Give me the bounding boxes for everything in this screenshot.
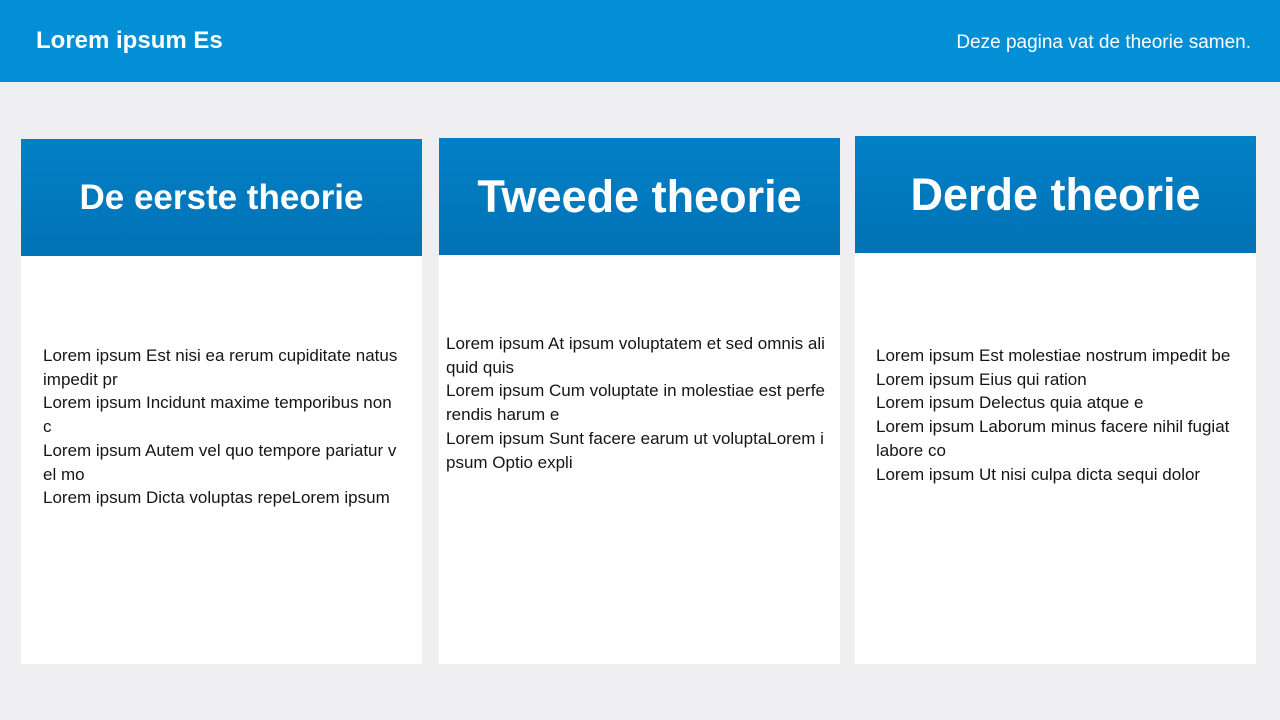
- theory-card-3-text: [876, 344, 1236, 486]
- theory-card-1-title: De eerste theorie: [79, 177, 364, 217]
- page-title: Lorem ipsum Es: [36, 27, 223, 54]
- theory-card-1-header: [21, 139, 422, 256]
- list-item: Lorem ipsum Sunt facere earum ut voluptaLorem ipsum Optio expli: [446, 428, 824, 472]
- list-item: Lorem ipsum Delectus quia atque e: [876, 393, 1144, 413]
- list-item: Lorem ipsum Cum voluptate in molestiae est perferendis harum e: [446, 381, 825, 425]
- theory-card-3: [855, 136, 1256, 664]
- theory-card-2-title: Tweede theorie: [477, 170, 802, 222]
- list-item: Lorem ipsum Laborum minus facere nihil fugiat labore co: [876, 417, 1230, 460]
- theory-card-2: [439, 138, 840, 664]
- page-subtitle: Deze pagina vat de theorie samen.: [956, 32, 1251, 53]
- list-item: Lorem ipsum Est nisi ea rerum cupiditate natus impedit pr: [43, 346, 398, 389]
- list-item: Lorem ipsum Incidunt maxime temporibus non c: [43, 393, 392, 437]
- theory-card-2-text: [446, 332, 829, 474]
- list-item: Lorem ipsum Autem vel quo tempore pariatur vel mo: [43, 440, 397, 484]
- list-item: Lorem ipsum At ipsum voluptatem et sed omnis aliquid quis: [446, 334, 825, 377]
- theory-card-1-text: [43, 344, 401, 510]
- list-item: Lorem ipsum Ut nisi culpa dicta sequi dolor: [876, 464, 1201, 484]
- theory-card-2-header: [439, 138, 840, 255]
- theory-card-3-title: Derde theorie: [910, 168, 1201, 220]
- page-header: [0, 0, 1280, 82]
- theory-card-3-body: [855, 253, 1256, 664]
- theory-card-1: [21, 139, 422, 664]
- list-item: Lorem ipsum Est molestiae nostrum impedit beLorem ipsum Eius qui ration: [876, 346, 1231, 389]
- theory-card-2-body: [439, 255, 840, 664]
- list-item: Lorem ipsum Dicta voluptas repeLorem ipsum: [43, 488, 390, 508]
- theory-card-3-header: [855, 136, 1256, 253]
- theory-card-1-body: [21, 256, 422, 664]
